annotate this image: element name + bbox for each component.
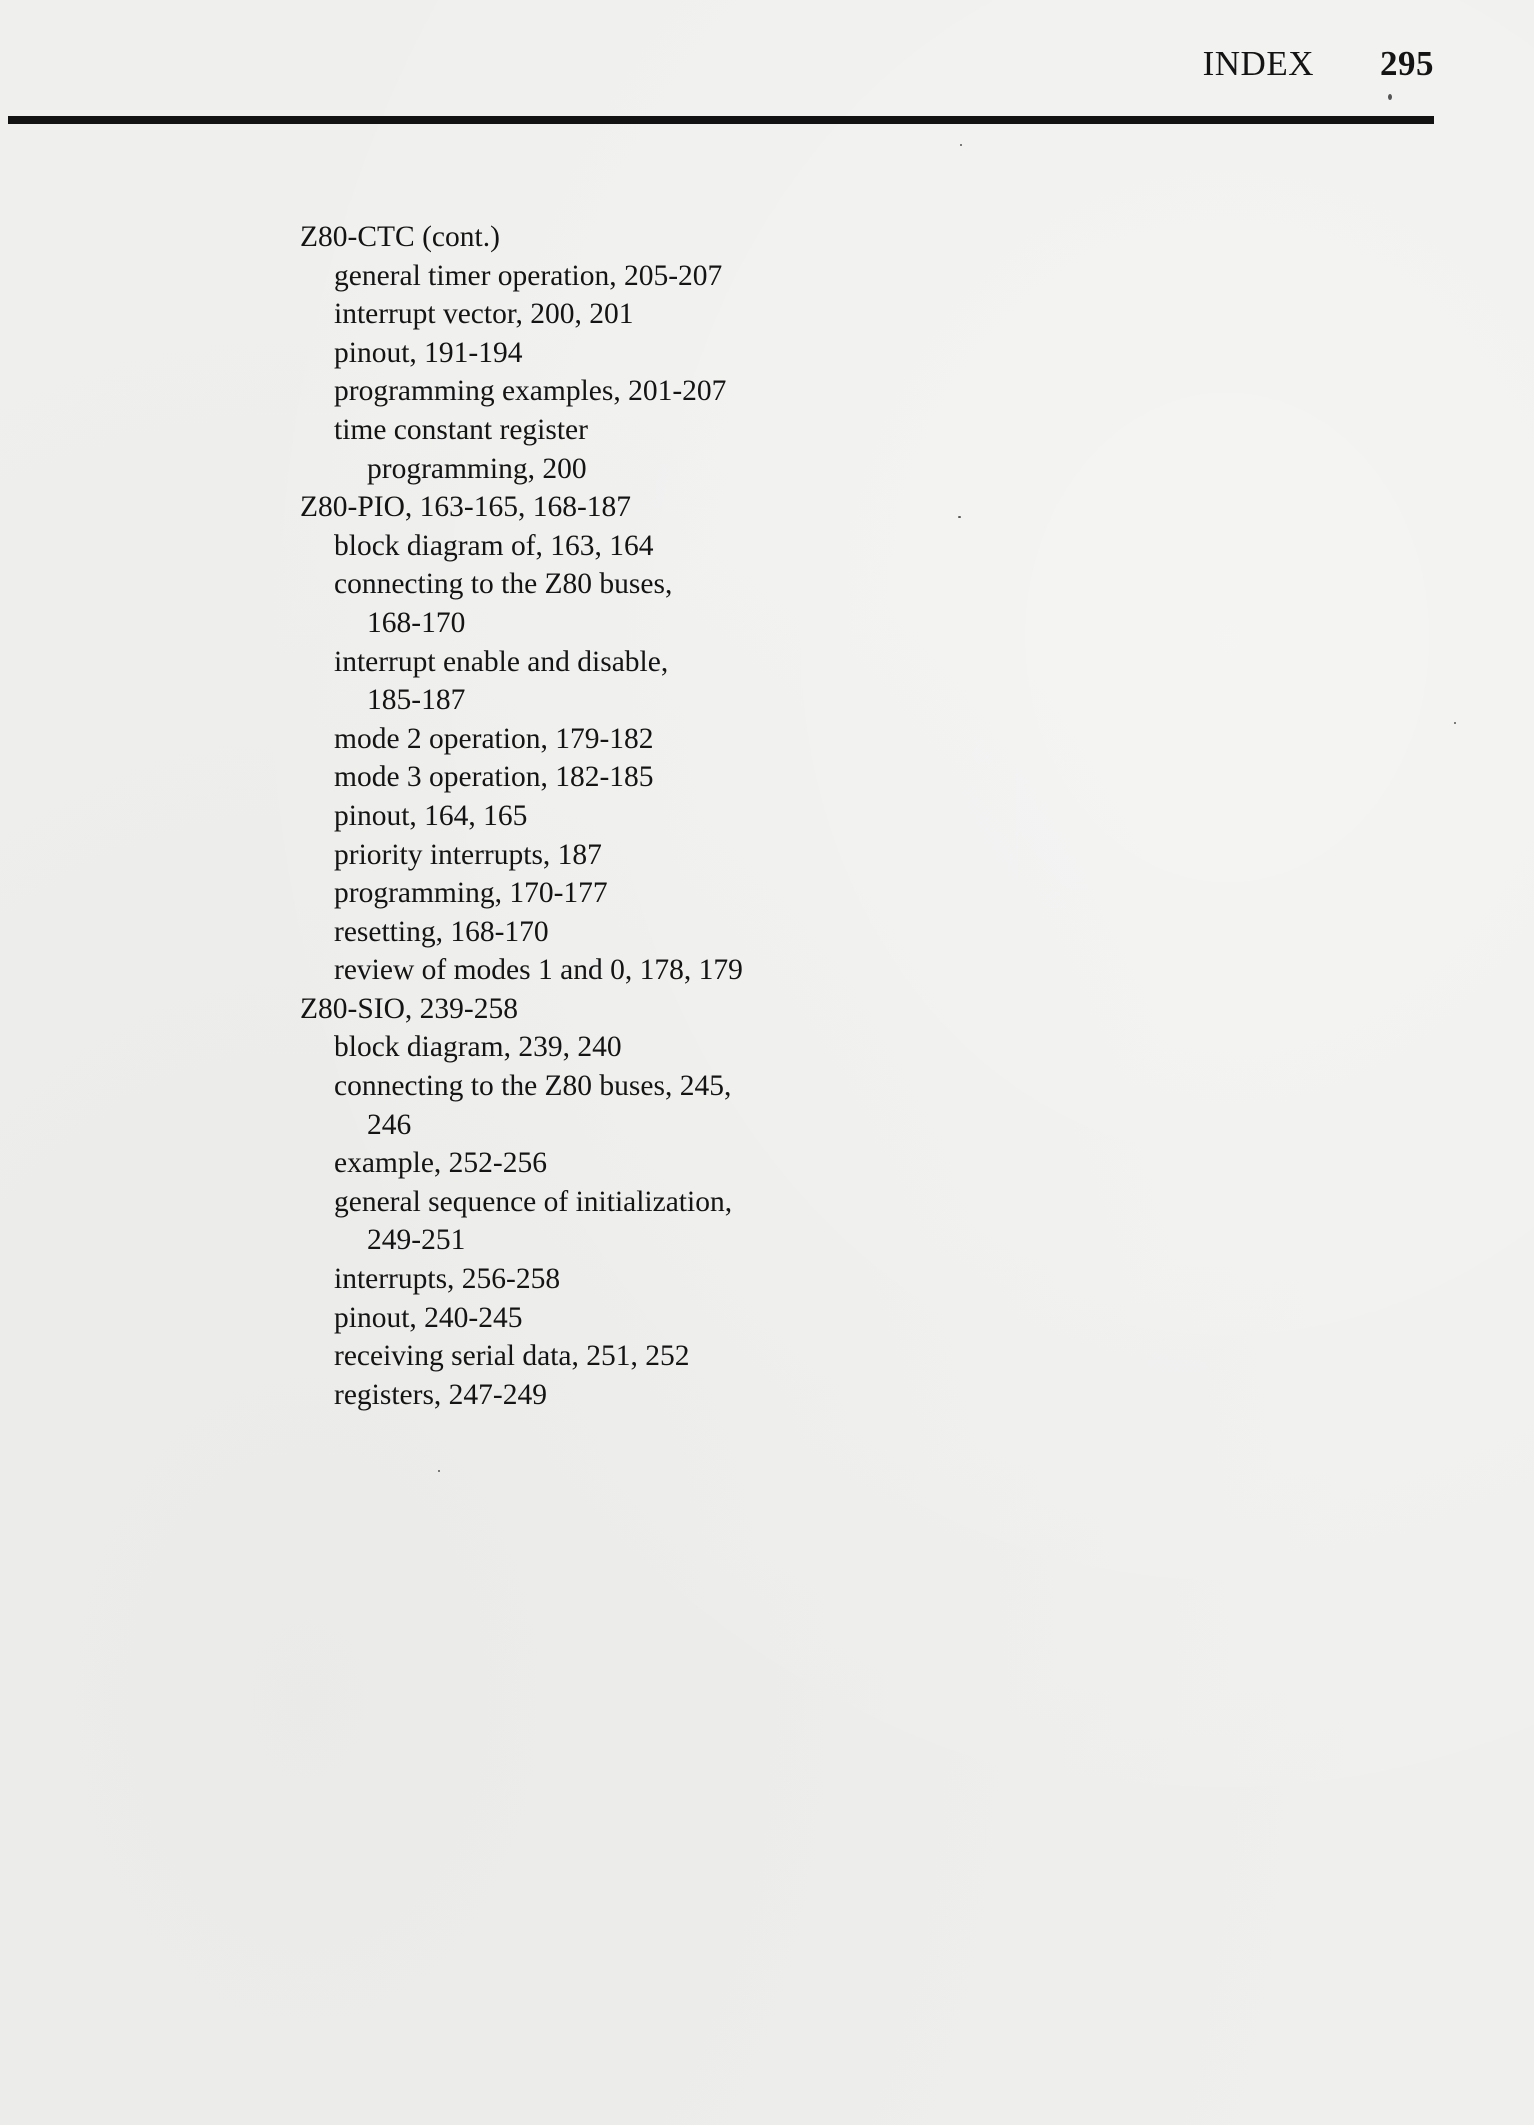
index-subentry: resetting, 168-170: [334, 915, 549, 948]
index-continuation: 249-251: [367, 1224, 466, 1257]
index-subentry: pinout, 191-194: [334, 336, 523, 369]
section-title: INDEX: [1202, 44, 1314, 83]
index-entries: [300, 218, 940, 1414]
index-subentry: programming, 170-177: [334, 877, 608, 910]
scan-speck: [960, 144, 962, 146]
index-subentry: interrupts, 256-258: [334, 1263, 561, 1296]
scan-speck: [958, 516, 961, 518]
index-subentry: interrupt vector, 200, 201: [334, 298, 634, 331]
index-subentry: registers, 247-249: [334, 1378, 548, 1411]
index-subentry: example, 252-256: [334, 1147, 547, 1180]
index-subentry: programming examples, 201-207: [334, 375, 727, 408]
index-subentry: mode 2 operation, 179-182: [334, 722, 654, 755]
scan-speck: [438, 1470, 440, 1472]
index-subentry: general timer operation, 205-207: [334, 259, 723, 292]
page-number: 295: [1380, 44, 1434, 83]
index-subentry: priority interrupts, 187: [334, 838, 602, 871]
index-continuation: 185-187: [367, 684, 466, 717]
index-main-entry: Z80-PIO, 163-165, 168-187: [300, 491, 632, 524]
index-subentry: block diagram of, 163, 164: [334, 529, 654, 562]
index-subentry: general sequence of initialization,: [334, 1185, 733, 1218]
index-subentry: review of modes 1 and 0, 178, 179: [334, 954, 743, 987]
header-rule: [8, 116, 1434, 124]
index-continuation: programming, 200: [367, 452, 587, 485]
index-subentry: time constant register: [334, 413, 588, 446]
index-subentry: mode 3 operation, 182-185: [334, 761, 654, 794]
index-subentry: interrupt enable and disable,: [334, 645, 669, 678]
index-subentry: pinout, 164, 165: [334, 799, 528, 832]
running-head: [1203, 44, 1434, 84]
index-main-entry: Z80-CTC (cont.): [300, 221, 500, 253]
scan-speck: [1388, 94, 1392, 100]
index-subentry: connecting to the Z80 buses, 245,: [334, 1070, 732, 1103]
index-subentry: receiving serial data, 251, 252: [334, 1340, 690, 1373]
index-continuation: 168-170: [367, 606, 466, 639]
index-main-entry: Z80-SIO, 239-258: [300, 992, 518, 1025]
scan-speck: [1454, 722, 1456, 724]
index-subentry: connecting to the Z80 buses,: [334, 568, 673, 601]
index-subentry: block diagram, 239, 240: [334, 1031, 622, 1064]
index-continuation: 246: [367, 1108, 412, 1141]
index-subentry: pinout, 240-245: [334, 1301, 523, 1334]
